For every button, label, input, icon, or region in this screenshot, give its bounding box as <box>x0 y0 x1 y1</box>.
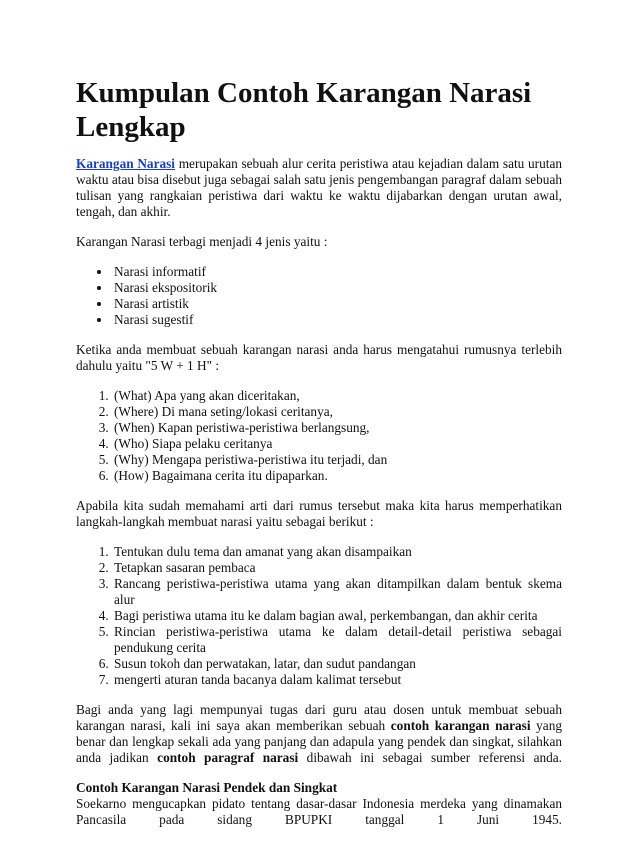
closing-paragraph <box>76 702 562 766</box>
document-body <box>76 76 562 842</box>
title-line-2: Lengkap <box>76 111 186 143</box>
list-item: 1. Tentukan dulu tema dan amanat yang akan disampaikan <box>112 544 562 560</box>
steps-list <box>76 544 562 688</box>
list-item: • Narasi sugestif <box>112 312 562 328</box>
list-item: 2. Tetapkan sasaran pembaca <box>112 560 562 576</box>
list-item: 3. Rancang peristiwa-peristiwa utama yang akan ditampilkan dalam bentuk skema alur <box>112 576 562 608</box>
section-paragraph: Soekarno mengucapkan pidato tentang dasar-dasar Indonesia merdeka yang dinamakan Pancasila pada sidang BPUPKI tanggal 1 Juni 1945. <box>76 796 562 827</box>
formula-intro: Ketika anda membuat sebuah karangan narasi anda harus mengatahui rumusnya terlebih dahulu yaitu "5 W + 1 H" : <box>76 342 562 373</box>
title-line-1: Kumpulan Contoh Karangan Narasi <box>76 77 532 109</box>
closing-text-2: yang benar dan lengkap sekali ada yang panjang dan adapula yang pendek dan singkat, silahkan anda jadikan <box>76 718 563 765</box>
list-item: • Narasi ekspositorik <box>112 280 562 296</box>
steps-intro: Apabila kita sudah memahami arti dari rumus tersebut maka kita harus memperhatikan langkah-langkah membuat narasi yaitu sebagai berikut : <box>76 498 562 529</box>
list-item: 2. (Where) Di mana seting/lokasi ceritanya, <box>112 404 562 420</box>
page-title <box>76 76 562 144</box>
karangan-narasi-link[interactable]: Karangan Narasi <box>76 156 175 171</box>
list-item: 6. (How) Bagaimana cerita itu dipaparkan. <box>112 468 562 484</box>
list-item: 4. (Who) Siapa pelaku ceritanya <box>112 436 562 452</box>
closing-text-1: Bagi anda yang lagi mempunyai tugas dari guru atau dosen untuk membuat sebuah karangan narasi, kali ini saya akan memberikan sebuah <box>76 702 562 733</box>
types-list <box>76 264 562 328</box>
intro-paragraph <box>76 156 562 220</box>
list-item: • Narasi informatif <box>112 264 562 280</box>
formula-list <box>76 388 562 484</box>
list-item: 6. Susun tokoh dan perwatakan, latar, dan sudut pandangan <box>112 656 562 672</box>
list-item: 3. (When) Kapan peristiwa-peristiwa berlangsung, <box>112 420 562 436</box>
list-item: 4. Bagi peristiwa utama itu ke dalam bagian awal, perkembangan, dan akhir cerita <box>112 608 562 624</box>
section-heading: Contoh Karangan Narasi Pendek dan Singkat <box>76 780 338 795</box>
list-item: 7. mengerti aturan tanda bacanya dalam kalimat tersebut <box>112 672 562 688</box>
list-item: 5. (Why) Mengapa peristiwa-peristiwa itu terjadi, dan <box>112 452 562 468</box>
types-intro: Karangan Narasi terbagi menjadi 4 jenis yaitu : <box>76 234 328 249</box>
list-item: • Narasi artistik <box>112 296 562 312</box>
contoh-karangan-narasi-bold: contoh karangan narasi <box>390 718 531 733</box>
list-item: 1. (What) Apa yang akan diceritakan, <box>112 388 562 404</box>
contoh-paragraf-narasi-bold: contoh paragraf narasi <box>157 750 299 765</box>
list-item: 5. Rincian peristiwa-peristiwa utama ke dalam detail-detail peristiwa sebagai pendukung cerita <box>112 624 562 656</box>
closing-text-3: dibawah ini sebagai sumber referensi anda. <box>298 750 563 765</box>
intro-text: merupakan sebuah alur cerita peristiwa atau kejadian dalam satu urutan waktu atau bisa disebut juga sebagai salah satu jenis pengembangan paragraf dalam sebuah tulisan yang rangkaian peristiwa dari waktu ke waktu dijabarkan dengan urutan awal, tengah, dan akhir. <box>76 156 562 219</box>
